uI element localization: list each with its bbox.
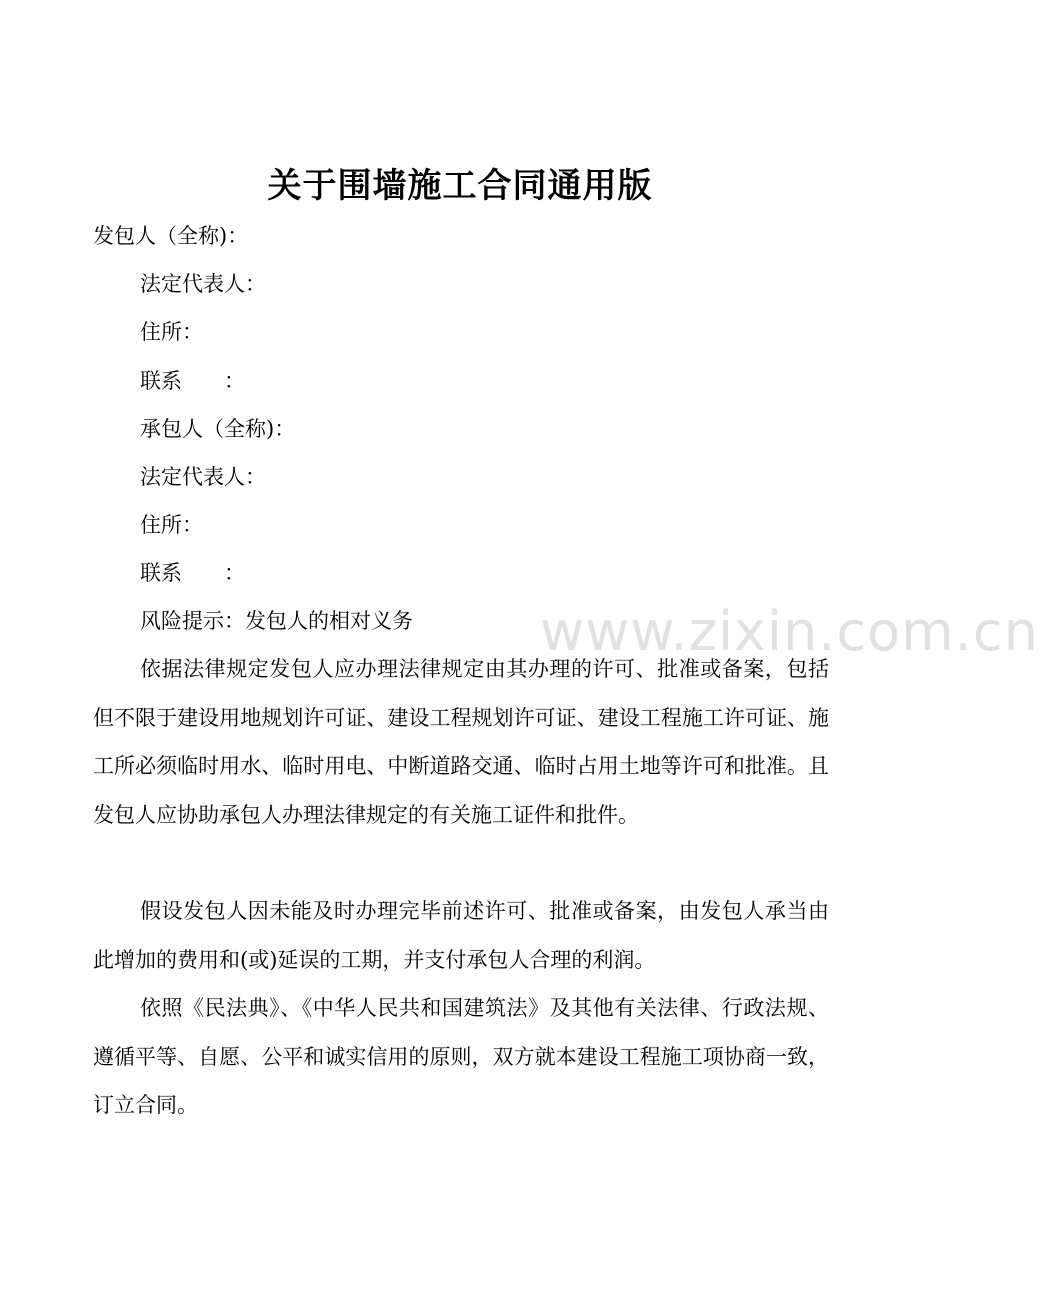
field-contractor-address: 住所： (140, 513, 203, 537)
paragraph-permits: 依据法律规定发包人应办理法律规定由其办理的许可、批准或备案，包括但不限于建设用地规划许可证、建设工程规划许可证、建设工程施工许可证、施工所必须临时用水、临时用电、中断道路交通、临时占用土地等许可和批准。且发包人应协助承包人办理法律规定的有关施工证件和批件。 (93, 657, 829, 827)
field-employer-contact: 联系 ： (140, 369, 245, 393)
paragraph-liability: 假设发包人因未能及时办理完毕前述许可、批准或备案，由发包人承当由此增加的费用和(或)延误的工期，并支付承包人合理的利润。 (93, 899, 829, 972)
field-employer-name: 发包人（全称)： (93, 224, 249, 248)
paragraph-legal-basis: 依照《民法典》、《中华人民共和国建筑法》及其他有关法律、行政法规、遵循平等、自愿、公平和诚实信用的原则，双方就本建设工程施工项协商一致，订立合同。 (93, 996, 829, 1117)
field-employer-legal-rep: 法定代表人： (140, 272, 266, 296)
field-contractor-name: 承包人（全称)： (140, 417, 296, 441)
watermark: www.zixin.com.cn (540, 600, 1039, 663)
field-contractor-contact: 联系 ： (140, 561, 245, 585)
field-employer-address: 住所： (140, 320, 203, 344)
risk-notice-heading: 风险提示：发包人的相对义务 (140, 609, 413, 633)
document-title: 关于围墙施工合同通用版 (267, 166, 653, 206)
field-contractor-legal-rep: 法定代表人： (140, 465, 266, 489)
